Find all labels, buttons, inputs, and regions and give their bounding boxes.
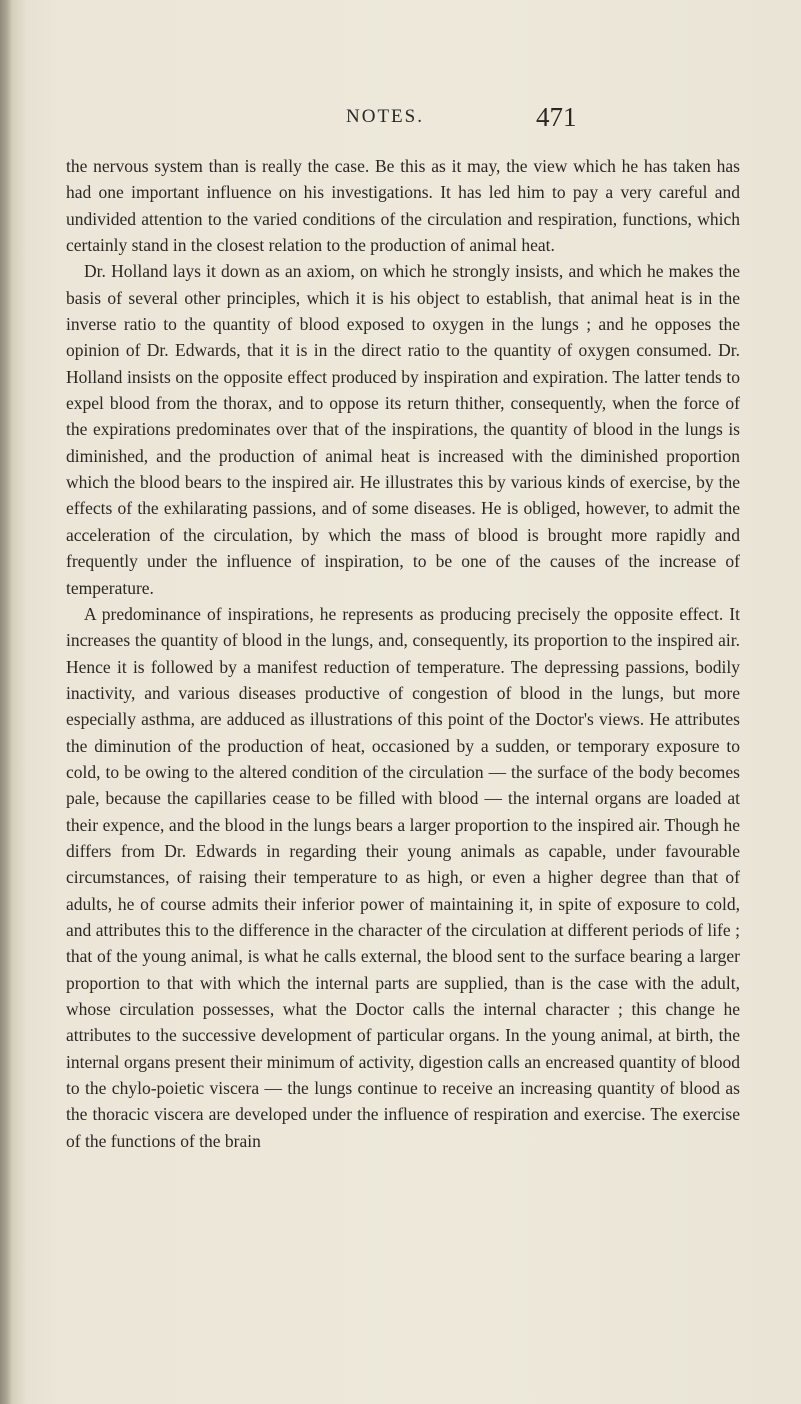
paragraph-1: the nervous system than is really the case. Be this as it may, the view which he has taken has had one important influence on his investigations. It has led him to pay a very careful and undivided attention to the varied conditions of the circulation and respiration, functions, which certainly stand in the closest relation to the production of animal heat. (66, 156, 740, 256)
body-text (66, 153, 740, 1154)
page-number: 471 (536, 102, 577, 132)
running-head (0, 102, 801, 134)
paragraph-2: Dr. Holland lays it down as an axiom, on which he strongly insists, and which he makes the basis of several other principles, which it is his object to establish, that animal heat is in the inverse ratio to the quantity of blood exposed to oxygen in the lungs ; and he opposes the opinion of Dr. Edwards, that it is in the direct ratio to the quantity of oxygen consumed. Dr. Holland insists on the opposite effect produced by inspiration and expiration. The latter tends to expel blood from the thorax, and to oppose its return thither, consequently, when the force of the expirations predominates over that of the inspirations, the quantity of blood in the lungs is diminished, and the production of animal heat is increased with the diminished proportion which the blood bears to the inspired air. He illustrates this by various kinds of exercise, by the effects of the exhilarating passions, and of some diseases. He is obliged, however, to admit the acceleration of the circulation, by which the mass of blood is brought more rapidly and frequently under the influence of inspiration, to be one of the causes of the increase of temperature. (66, 261, 740, 598)
running-title: NOTES. (346, 106, 424, 127)
paragraph-3: A predominance of inspirations, he represents as producing precisely the opposite effect. It increases the quantity of blood in the lungs, and, consequently, its proportion to the inspired air. Hence it is followed by a manifest reduction of temperature. The depressing passions, bodily inactivity, and various diseases productive of congestion of blood in the lungs, but more especially asthma, are adduced as illustrations of this point of the Doctor's views. He attributes the diminution of the production of heat, occasioned by a sudden, or temporary exposure to cold, to be owing to the altered condition of the circulation — the surface of the body becomes pale, because the capillaries cease to be filled with blood — the internal organs are loaded at their expence, and the blood in the lungs bears a larger proportion to the inspired air. Though he differs from Dr. Edwards in regarding their young animals as capable, under favourable circumstances, of raising their temperature to as high, or even a higher degree than that of adults, he of course admits their inferior power of maintaining it, in spite of exposure to cold, and attributes this to the difference in the character of the circulation at different periods of life ; that of the young animal, is what he calls external, the blood sent to the surface bearing a larger proportion to that with which the internal parts are supplied, than is the case with the adult, whose circulation possesses, what the Doctor calls the internal character ; this change he attributes to the successive development of particular organs. In the young animal, at birth, the internal organs present their minimum of activity, digestion calls an encreased quantity of blood to the chylo-poietic viscera — the lungs continue to receive an increasing quantity of blood as the thoracic viscera are developed under the influence of respiration and exercise. The exercise of the functions of the brain (66, 603, 740, 1151)
page-gutter-shadow (0, 0, 12, 1404)
